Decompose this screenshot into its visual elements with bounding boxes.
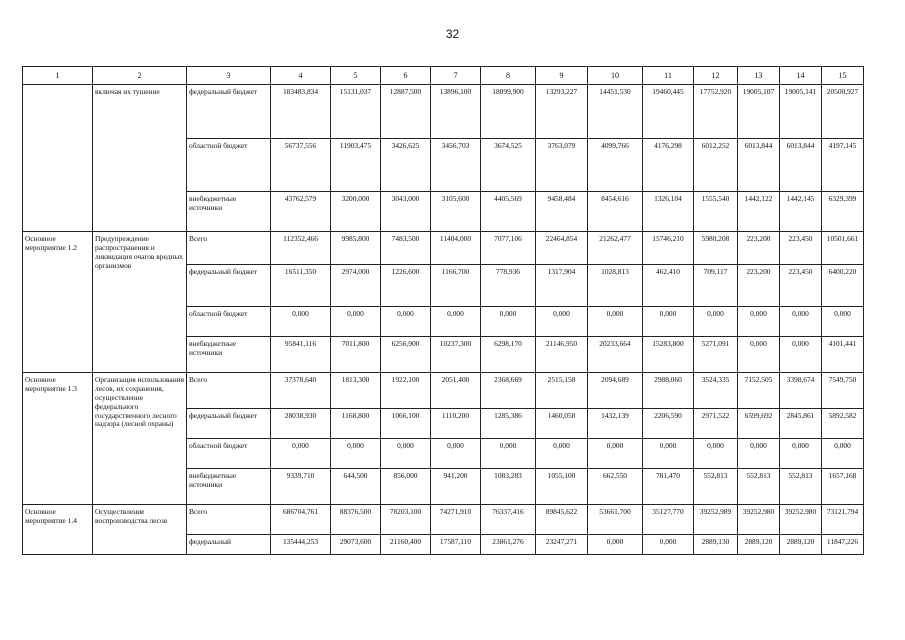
value-cell: 7077,106	[481, 232, 536, 265]
value-cell: 21146,950	[536, 337, 588, 373]
value-cell: 1226,600	[381, 265, 431, 307]
value-cell: 1460,058	[536, 409, 588, 439]
value-cell: 0,000	[536, 439, 588, 469]
column-header: 1	[23, 67, 93, 85]
value-cell: 686704,761	[271, 505, 331, 535]
activity-description: включая их тушение	[93, 85, 187, 232]
value-cell: 183483,834	[271, 85, 331, 139]
value-cell: 4405,569	[481, 192, 536, 232]
value-cell: 6256,900	[381, 337, 431, 373]
column-header: 6	[381, 67, 431, 85]
value-cell: 89845,622	[536, 505, 588, 535]
value-cell: 95841,116	[271, 337, 331, 373]
column-header: 8	[481, 67, 536, 85]
table-row	[23, 232, 864, 265]
activity-description: Организация использования лесов, их сохранения, осуществление федерального государственного лесного надзора (лесной охраны)	[93, 373, 187, 505]
value-cell: 2889,120	[738, 535, 780, 555]
value-cell: 6599,692	[738, 409, 780, 439]
value-cell: 1326,104	[643, 192, 694, 232]
value-cell: 22464,854	[536, 232, 588, 265]
value-cell: 7549,750	[822, 373, 864, 409]
value-cell: 0,000	[588, 535, 643, 555]
value-cell: 17752,920	[694, 85, 738, 139]
funding-source: федеральный бюджет	[187, 409, 271, 439]
funding-source: федеральный бюджет	[187, 85, 271, 139]
value-cell: 2051,400	[431, 373, 481, 409]
value-cell: 73121,794	[822, 505, 864, 535]
value-cell: 0,000	[738, 337, 780, 373]
activity-cell: Основное мероприятие 1.3	[23, 373, 93, 505]
value-cell: 2889,130	[694, 535, 738, 555]
value-cell: 6013,844	[780, 139, 822, 192]
value-cell: 223,450	[780, 265, 822, 307]
funding-source: федеральный бюджет	[187, 265, 271, 307]
value-cell: 9985,800	[331, 232, 381, 265]
value-cell: 0,000	[431, 307, 481, 337]
value-cell: 6012,252	[694, 139, 738, 192]
value-cell: 10237,300	[431, 337, 481, 373]
value-cell: 1028,813	[588, 265, 643, 307]
value-cell: 4101,441	[822, 337, 864, 373]
value-cell: 35127,770	[643, 505, 694, 535]
value-cell: 0,000	[694, 307, 738, 337]
column-header: 5	[331, 67, 381, 85]
value-cell: 43762,579	[271, 192, 331, 232]
value-cell: 29073,600	[331, 535, 381, 555]
funding-source: Всего	[187, 373, 271, 409]
value-cell: 17587,110	[431, 535, 481, 555]
value-cell: 76337,416	[481, 505, 536, 535]
value-cell: 1110,200	[431, 409, 481, 439]
value-cell: 0,000	[481, 307, 536, 337]
value-cell: 4197,145	[822, 139, 864, 192]
value-cell: 462,410	[643, 265, 694, 307]
funding-source: внебюджетные источники	[187, 337, 271, 373]
value-cell: 0,000	[271, 307, 331, 337]
value-cell: 13293,227	[536, 85, 588, 139]
value-cell: 21160,400	[381, 535, 431, 555]
value-cell: 223,200	[738, 265, 780, 307]
value-cell: 1083,283	[481, 469, 536, 505]
value-cell: 39252,989	[694, 505, 738, 535]
value-cell: 20500,927	[822, 85, 864, 139]
activity-cell: Основное мероприятие 1.4	[23, 505, 93, 555]
value-cell: 19460,445	[643, 85, 694, 139]
value-cell: 1432,139	[588, 409, 643, 439]
funding-source: внебюджетные источники	[187, 469, 271, 505]
value-cell: 856,000	[381, 469, 431, 505]
value-cell: 2094,689	[588, 373, 643, 409]
value-cell: 3674,525	[481, 139, 536, 192]
value-cell: 19005,141	[780, 85, 822, 139]
value-cell: 7152,505	[738, 373, 780, 409]
value-cell: 15283,800	[643, 337, 694, 373]
value-cell: 1168,800	[331, 409, 381, 439]
column-header: 2	[93, 67, 187, 85]
value-cell: 135444,253	[271, 535, 331, 555]
value-cell: 20233,664	[588, 337, 643, 373]
funding-source: областной бюджет	[187, 307, 271, 337]
value-cell: 6329,399	[822, 192, 864, 232]
value-cell: 0,000	[481, 439, 536, 469]
value-cell: 2206,590	[643, 409, 694, 439]
value-cell: 0,000	[271, 439, 331, 469]
value-cell: 9458,484	[536, 192, 588, 232]
value-cell: 552,813	[738, 469, 780, 505]
funding-source: федеральный	[187, 535, 271, 555]
activity-description: Предупреждение распространения и ликвидация очагов вредных организмов	[93, 232, 187, 373]
column-header: 15	[822, 67, 864, 85]
value-cell: 0,000	[643, 439, 694, 469]
value-cell: 2988,060	[643, 373, 694, 409]
value-cell: 3398,674	[780, 373, 822, 409]
funding-source: Всего	[187, 505, 271, 535]
value-cell: 1066,100	[381, 409, 431, 439]
value-cell: 1055,100	[536, 469, 588, 505]
table-row	[23, 85, 864, 139]
value-cell: 223,450	[780, 232, 822, 265]
value-cell: 39252,980	[780, 505, 822, 535]
value-cell: 112352,466	[271, 232, 331, 265]
value-cell: 662,550	[588, 469, 643, 505]
funding-source: областной бюджет	[187, 139, 271, 192]
value-cell: 14451,530	[588, 85, 643, 139]
value-cell: 1317,904	[536, 265, 588, 307]
value-cell: 0,000	[643, 307, 694, 337]
value-cell: 19005,107	[738, 85, 780, 139]
value-cell: 4176,298	[643, 139, 694, 192]
value-cell: 552,813	[780, 469, 822, 505]
value-cell: 2889,120	[780, 535, 822, 555]
value-cell: 88376,500	[331, 505, 381, 535]
value-cell: 0,000	[780, 337, 822, 373]
value-cell: 0,000	[431, 439, 481, 469]
value-cell: 16511,350	[271, 265, 331, 307]
column-header: 11	[643, 67, 694, 85]
value-cell: 1657,168	[822, 469, 864, 505]
value-cell: 28038,930	[271, 409, 331, 439]
table-row	[23, 505, 864, 535]
value-cell: 0,000	[381, 439, 431, 469]
value-cell: 23861,276	[481, 535, 536, 555]
column-header: 13	[738, 67, 780, 85]
value-cell: 0,000	[536, 307, 588, 337]
value-cell: 6013,844	[738, 139, 780, 192]
value-cell: 2368,669	[481, 373, 536, 409]
activity-cell: Основное мероприятие 1.2	[23, 232, 93, 373]
value-cell: 3043,000	[381, 192, 431, 232]
value-cell: 39252,980	[738, 505, 780, 535]
value-cell: 23247,271	[536, 535, 588, 555]
value-cell: 13896,100	[431, 85, 481, 139]
value-cell: 778,936	[481, 265, 536, 307]
value-cell: 0,000	[588, 439, 643, 469]
value-cell: 15131,037	[331, 85, 381, 139]
value-cell: 8454,616	[588, 192, 643, 232]
value-cell: 2515,158	[536, 373, 588, 409]
table-row	[23, 373, 864, 409]
column-header: 12	[694, 67, 738, 85]
activity-description: Осуществление воспроизводства лесов	[93, 505, 187, 555]
value-cell: 21262,477	[588, 232, 643, 265]
column-number-row	[23, 67, 864, 85]
value-cell: 0,000	[738, 439, 780, 469]
value-cell: 5980,208	[694, 232, 738, 265]
value-cell: 53661,700	[588, 505, 643, 535]
value-cell: 0,000	[588, 307, 643, 337]
value-cell: 0,000	[643, 535, 694, 555]
value-cell: 0,000	[780, 307, 822, 337]
value-cell: 709,117	[694, 265, 738, 307]
value-cell: 5892,582	[822, 409, 864, 439]
value-cell: 2971,522	[694, 409, 738, 439]
column-header: 3	[187, 67, 271, 85]
value-cell: 1285,386	[481, 409, 536, 439]
value-cell: 1922,100	[381, 373, 431, 409]
column-header: 9	[536, 67, 588, 85]
column-header: 4	[271, 67, 331, 85]
value-cell: 7011,800	[331, 337, 381, 373]
value-cell: 11847,226	[822, 535, 864, 555]
value-cell: 0,000	[822, 307, 864, 337]
value-cell: 4099,766	[588, 139, 643, 192]
value-cell: 3105,600	[431, 192, 481, 232]
value-cell: 10501,661	[822, 232, 864, 265]
value-cell: 644,500	[331, 469, 381, 505]
value-cell: 5271,091	[694, 337, 738, 373]
value-cell: 781,470	[643, 469, 694, 505]
value-cell: 3426,625	[381, 139, 431, 192]
column-header: 14	[780, 67, 822, 85]
value-cell: 1166,700	[431, 265, 481, 307]
value-cell: 0,000	[694, 439, 738, 469]
value-cell: 12887,500	[381, 85, 431, 139]
value-cell: 6298,170	[481, 337, 536, 373]
value-cell: 9339,710	[271, 469, 331, 505]
page-number: 32	[445, 27, 460, 41]
value-cell: 11903,475	[331, 139, 381, 192]
value-cell: 3456,703	[431, 139, 481, 192]
value-cell: 0,000	[822, 439, 864, 469]
funding-source: Всего	[187, 232, 271, 265]
value-cell: 0,000	[331, 439, 381, 469]
value-cell: 2845,861	[780, 409, 822, 439]
value-cell: 11404,000	[431, 232, 481, 265]
value-cell: 0,000	[780, 439, 822, 469]
value-cell: 0,000	[331, 307, 381, 337]
value-cell: 2974,000	[331, 265, 381, 307]
value-cell: 1442,145	[780, 192, 822, 232]
value-cell: 0,000	[738, 307, 780, 337]
column-header: 7	[431, 67, 481, 85]
value-cell: 223,200	[738, 232, 780, 265]
value-cell: 56737,556	[271, 139, 331, 192]
funding-source: внебюджетные источники	[187, 192, 271, 232]
value-cell: 1442,122	[738, 192, 780, 232]
value-cell: 3763,079	[536, 139, 588, 192]
value-cell: 1555,540	[694, 192, 738, 232]
value-cell: 6400,220	[822, 265, 864, 307]
column-header: 10	[588, 67, 643, 85]
value-cell: 18099,900	[481, 85, 536, 139]
value-cell: 15746,210	[643, 232, 694, 265]
value-cell: 552,813	[694, 469, 738, 505]
activity-cell	[23, 85, 93, 232]
value-cell: 74271,910	[431, 505, 481, 535]
value-cell: 37378,640	[271, 373, 331, 409]
value-cell: 78203,100	[381, 505, 431, 535]
value-cell: 7483,500	[381, 232, 431, 265]
value-cell: 0,000	[381, 307, 431, 337]
value-cell: 3524,335	[694, 373, 738, 409]
funding-source: областной бюджет	[187, 439, 271, 469]
budget-table	[22, 66, 864, 555]
value-cell: 1813,300	[331, 373, 381, 409]
value-cell: 941,200	[431, 469, 481, 505]
value-cell: 3200,000	[331, 192, 381, 232]
